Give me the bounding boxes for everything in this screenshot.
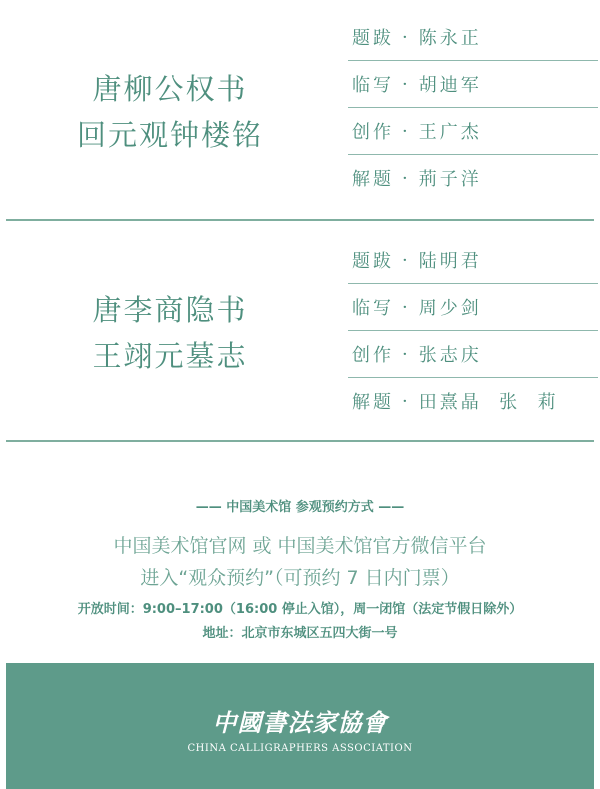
credit-row bbox=[348, 155, 598, 201]
credit-role: 创作 bbox=[352, 345, 394, 366]
work-title-line: 回元观钟楼铭 bbox=[76, 118, 263, 152]
credit-row bbox=[348, 378, 598, 424]
credit-row bbox=[348, 108, 598, 155]
credit-role: 解题 bbox=[352, 392, 394, 413]
credit-separator: · bbox=[402, 390, 411, 412]
work-section-1 bbox=[0, 14, 600, 214]
work-title-line: 唐李商隐书 bbox=[92, 293, 248, 327]
credit-name: 田熹晶 张 莉 bbox=[418, 392, 559, 413]
credits-list-1 bbox=[348, 14, 598, 201]
credit-row bbox=[348, 237, 598, 284]
visit-info-heading: —— 中国美术馆 参观预约方式 —— bbox=[195, 500, 405, 515]
credit-name: 陆明君 bbox=[418, 251, 482, 272]
credit-name: 张志庆 bbox=[418, 345, 482, 366]
opening-hours: 开放时间：9:00–17:00（16:00 停止入馆），周一闭馆（法定节假日除外） bbox=[77, 602, 523, 617]
work-title-1 bbox=[0, 66, 340, 158]
work-title-line: 王翊元墓志 bbox=[92, 339, 248, 373]
address: 地址：北京市东城区五四大街一号 bbox=[202, 626, 398, 641]
visit-info-line: 进入“观众预约”（可预约 7 日内门票） bbox=[140, 567, 460, 589]
footer-banner bbox=[6, 663, 594, 789]
work-section-2 bbox=[0, 237, 600, 437]
credit-name: 陈永正 bbox=[418, 28, 482, 49]
credit-role: 临写 bbox=[352, 75, 394, 96]
credit-name: 周少剑 bbox=[418, 298, 482, 319]
credit-role: 题跋 bbox=[352, 28, 394, 49]
credit-role: 临写 bbox=[352, 298, 394, 319]
section-divider bbox=[6, 440, 594, 442]
section-divider bbox=[6, 219, 594, 221]
association-logo: 中國書法家協會 bbox=[212, 708, 388, 737]
credit-separator: · bbox=[402, 249, 411, 271]
credit-name: 胡迪军 bbox=[418, 75, 482, 96]
work-title-2 bbox=[0, 287, 340, 379]
credit-separator: · bbox=[402, 167, 411, 189]
work-title-line: 唐柳公权书 bbox=[92, 72, 248, 106]
credit-row bbox=[348, 284, 598, 331]
credit-row bbox=[348, 14, 598, 61]
credit-role: 解题 bbox=[352, 169, 394, 190]
credit-separator: · bbox=[402, 26, 411, 48]
credits-list-2 bbox=[348, 237, 598, 424]
credit-role: 题跋 bbox=[352, 251, 394, 272]
credit-separator: · bbox=[402, 343, 411, 365]
credit-separator: · bbox=[402, 73, 411, 95]
association-name-en: CHINA CALLIGRAPHERS ASSOCIATION bbox=[187, 743, 413, 754]
credit-role: 创作 bbox=[352, 122, 394, 143]
credit-name: 王广杰 bbox=[418, 122, 482, 143]
credit-row bbox=[348, 331, 598, 378]
credit-separator: · bbox=[402, 296, 411, 318]
visit-info-line: 中国美术馆官网 或 中国美术馆官方微信平台 bbox=[113, 535, 487, 557]
credit-name: 荊子洋 bbox=[418, 169, 482, 190]
credit-separator: · bbox=[402, 120, 411, 142]
credit-row bbox=[348, 61, 598, 108]
